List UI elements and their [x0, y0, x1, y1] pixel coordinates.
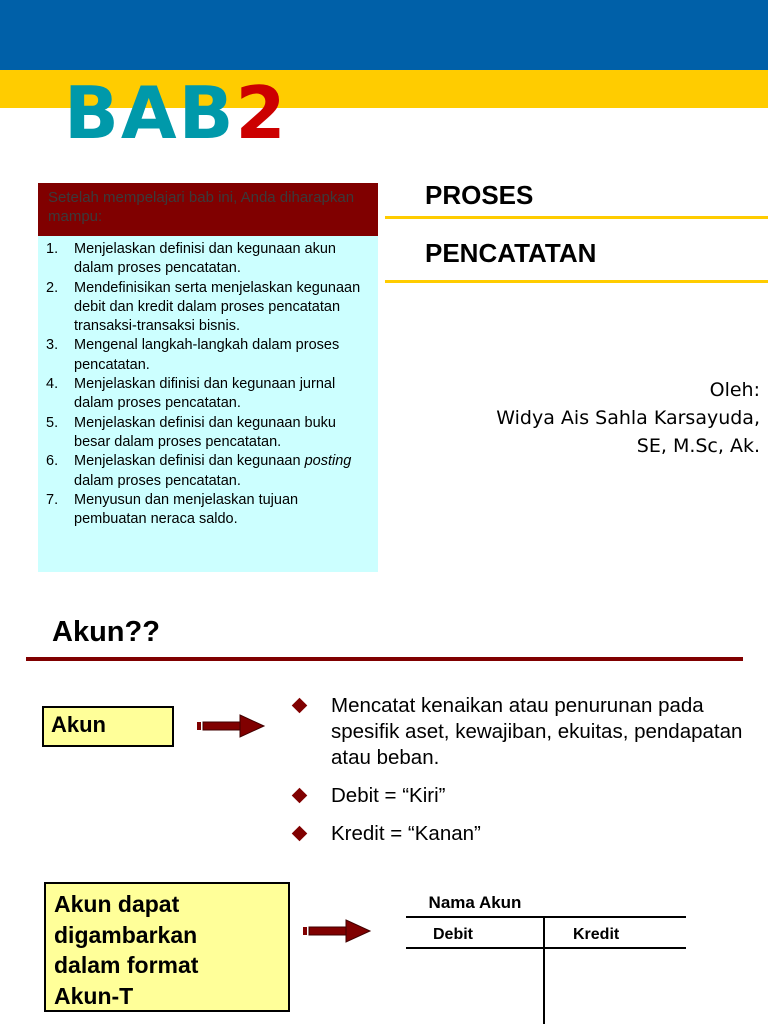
objective-number: 3. — [46, 337, 59, 354]
bullet-text: Mencatat kenaikan atau penurunan pada spesifik aset, kewajiban, ekuitas, pendapatan atau beban. — [331, 694, 743, 769]
chapter-word: BAB — [64, 71, 236, 155]
objective-text: Menjelaskan definisi dan kegunaan akun dalam proses pencatatan. — [74, 241, 336, 277]
objective-text: Menjelaskan difinisi dan kegunaan jurnal dalam proses pencatatan. — [74, 376, 336, 412]
objective-item — [46, 240, 370, 279]
bullet-text: Debit = “Kiri” — [331, 784, 446, 807]
akun-t-line: Akun dapat — [54, 891, 180, 917]
objective-text: Menyusun dan menjelaskan tujuan pembuatan neraca saldo. — [74, 491, 299, 528]
objective-text: Mengenal langkah-langkah dalam proses pencatatan. — [74, 337, 340, 373]
right-arrow-icon — [196, 714, 266, 738]
objective-item — [46, 452, 370, 491]
right-arrow-icon — [302, 919, 372, 943]
objective-text: Mendefinisikan serta menjelaskan kegunaan debit dan kredit dalam proses pencatatan transaksi-transaksi bisnis. — [74, 279, 361, 335]
objective-number: 1. — [46, 241, 59, 257]
objective-text: Menjelaskan definisi dan kegunaan buku besar dalam proses pencatatan. — [74, 414, 336, 450]
objective-text-after: dalam proses pencatatan. — [74, 472, 241, 489]
subtitle-divider-2 — [385, 280, 768, 283]
objective-item — [46, 279, 370, 337]
subtitle-pencatatan: PENCATATAN — [425, 238, 597, 268]
objectives-header: Setelah mempelajari bab ini, Anda diharapkan mampu: — [38, 183, 378, 236]
slide-title: Akun?? — [52, 616, 160, 648]
diamond-bullet-icon — [292, 826, 308, 842]
objective-number: 6. — [46, 453, 59, 470]
author-degree: SE, M.Sc, Ak. — [636, 435, 760, 457]
chapter-title — [64, 68, 288, 158]
objective-item — [46, 414, 370, 453]
subtitle-proses: PROSES — [425, 180, 534, 210]
t-account-center-line — [543, 916, 545, 1024]
t-account-kredit-label: Kredit — [573, 926, 620, 943]
diamond-bullet-icon — [292, 698, 308, 714]
diamond-bullet-icon — [292, 788, 308, 804]
objective-number: 4. — [46, 376, 59, 393]
subtitle-divider-1 — [385, 216, 768, 219]
definition-bullets — [292, 693, 752, 859]
objective-text-emphasis: posting — [304, 453, 352, 470]
objective-number: 5. — [46, 414, 59, 431]
objectives-panel — [38, 236, 378, 572]
akun-t-line: digambarkan — [54, 921, 198, 948]
objective-number: 2. — [46, 279, 59, 296]
author-label: Oleh: — [709, 379, 760, 401]
t-account-debit-label: Debit — [433, 926, 473, 943]
objective-item — [46, 491, 370, 530]
t-account-header-line — [406, 947, 686, 949]
t-account-top-line — [406, 916, 686, 918]
bullet-item — [292, 783, 752, 809]
objective-text-before: Menjelaskan definisi dan kegunaan — [74, 453, 305, 470]
objective-item — [46, 375, 370, 414]
bullet-text: Kredit = “Kanan” — [331, 822, 481, 845]
akun-t-line: Akun-T — [54, 982, 134, 1009]
objectives-list — [46, 240, 370, 529]
t-account-name: Nama Akun — [428, 893, 522, 912]
bullet-item — [292, 693, 752, 771]
akun-t-description-box — [44, 882, 290, 1012]
akun-t-line: dalam format — [54, 952, 199, 978]
akun-label-box: Akun — [42, 706, 174, 747]
top-blue-band — [0, 0, 768, 70]
objective-item — [46, 336, 370, 375]
author-block — [496, 376, 760, 460]
title-divider — [26, 657, 743, 661]
chapter-number: 2 — [235, 71, 288, 155]
author-name: Widya Ais Sahla Karsayuda, — [496, 407, 760, 429]
bullet-item — [292, 821, 752, 847]
objective-number: 7. — [46, 491, 59, 508]
slide-2 — [0, 590, 768, 1024]
